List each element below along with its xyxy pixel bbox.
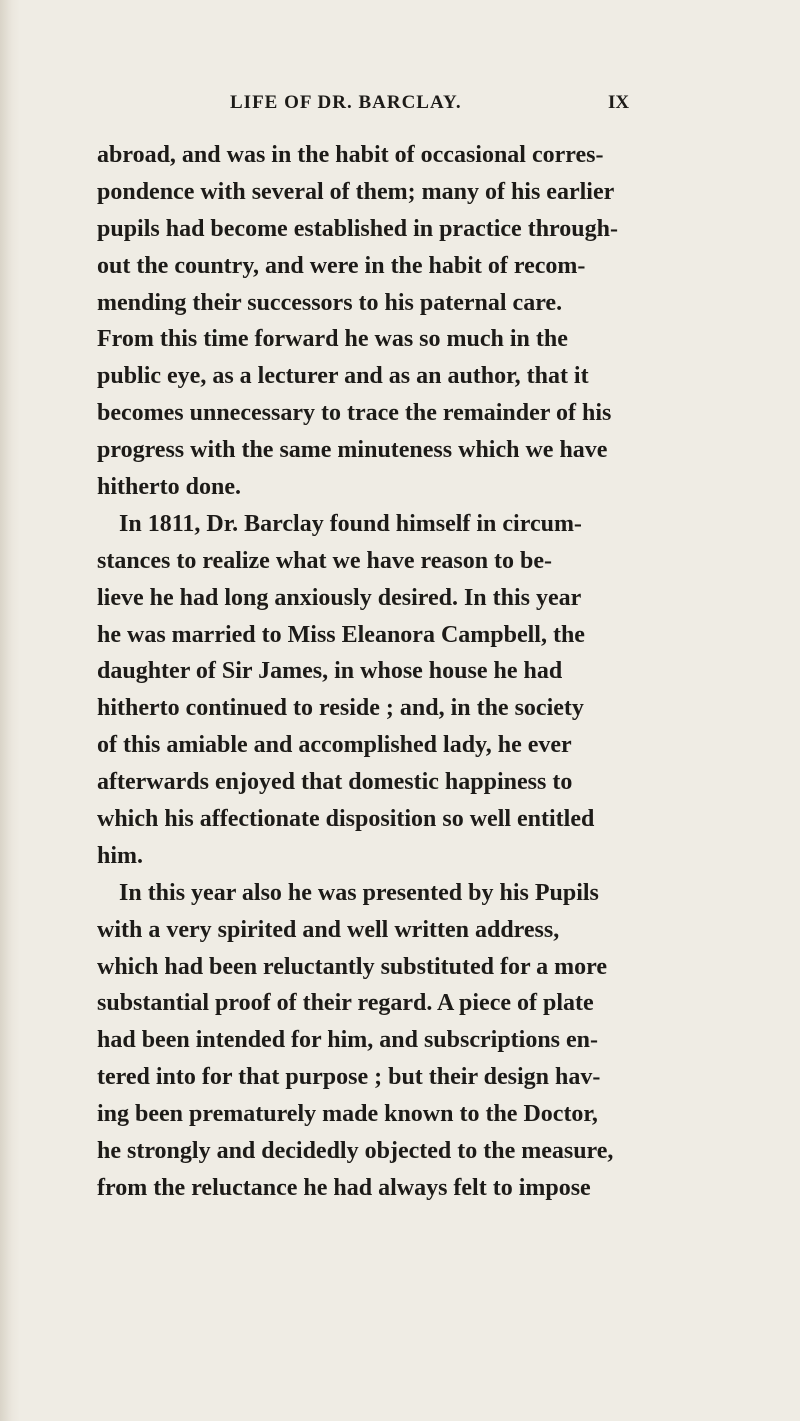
text-line: of this amiable and accomplished lady, he ever — [97, 732, 572, 759]
text-line: him. — [97, 842, 144, 869]
text-line: had been intended for him, and subscriptions en- — [97, 1027, 598, 1054]
text-line: daughter of Sir James, in whose house he had — [97, 658, 563, 685]
body-text — [97, 137, 657, 1207]
text-line: tered into for that purpose ; but their design hav- — [97, 1064, 601, 1091]
text-line: hitherto done. — [97, 474, 241, 501]
text-line: ing been prematurely made known to the Doctor, — [97, 1101, 598, 1128]
text-line: out the country, and were in the habit of recom- — [97, 252, 586, 279]
text-line: stances to realize what we have reason to be- — [97, 547, 553, 574]
text-line: progress with the same minuteness which we have — [97, 437, 608, 464]
paragraph-first-line: In this year also he was presented by his Pupils — [119, 879, 599, 906]
text-line: abroad, and was in the habit of occasional corres- — [97, 142, 604, 168]
text-line: afterwards enjoyed that domestic happiness to — [97, 769, 573, 796]
text-line: From this time forward he was so much in the — [97, 326, 568, 353]
running-title: LIFE OF DR. BARCLAY. — [230, 92, 462, 113]
running-head — [0, 92, 800, 122]
text-line: which his affectionate disposition so well entitled — [97, 806, 595, 833]
text-line: which had been reluctantly substituted for a more — [97, 953, 608, 980]
text-line: he was married to Miss Eleanora Campbell, the — [97, 621, 585, 648]
text-line: pupils had become established in practice through- — [97, 215, 618, 242]
text-line: he strongly and decidedly objected to the measure, — [97, 1138, 614, 1165]
text-line: from the reluctance he had always felt to impose — [97, 1174, 591, 1201]
text-line: public eye, as a lecturer and as an author, that it — [97, 363, 589, 390]
text-line: with a very spirited and well written address, — [97, 916, 560, 943]
text-line: substantial proof of their regard. A piece of plate — [97, 990, 594, 1017]
text-line: hitherto continued to reside ; and, in the society — [97, 695, 584, 722]
text-line: mending their successors to his paternal care. — [97, 289, 563, 316]
paragraph-first-line: In 1811, Dr. Barclay found himself in circum- — [119, 510, 582, 537]
text-line: becomes unnecessary to trace the remainder of his — [97, 400, 612, 427]
text-line: lieve he had long anxiously desired. In this year — [97, 584, 582, 611]
text-line: pondence with several of them; many of his earlier — [97, 178, 615, 205]
page-number: IX — [608, 92, 630, 113]
